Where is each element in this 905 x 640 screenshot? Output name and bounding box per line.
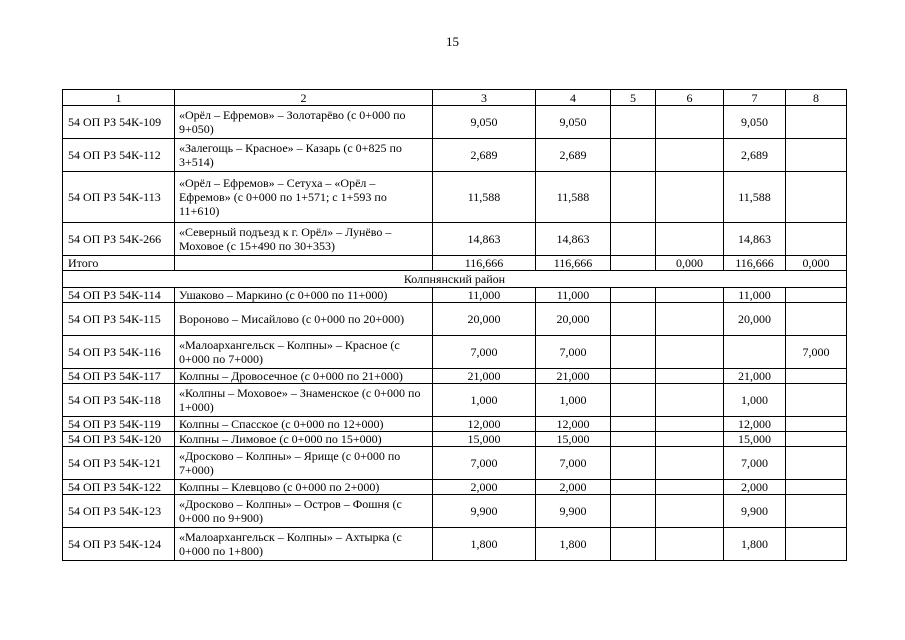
value-cell: 21,000 [536,369,611,384]
table-body [63,90,847,561]
value-cell: 11,588 [536,172,611,223]
road-code: 54 ОП РЗ 54К-114 [63,288,175,303]
value-cell [611,303,656,336]
value-cell: 11,588 [433,172,536,223]
value-cell: 11,000 [724,288,786,303]
value-cell [656,417,724,432]
road-code: 54 ОП РЗ 54К-122 [63,480,175,495]
value-cell: 15,000 [724,432,786,447]
value-cell: 7,000 [536,447,611,480]
table-row [63,223,847,256]
value-cell: 2,000 [433,480,536,495]
value-cell [611,495,656,528]
value-cell [656,495,724,528]
value-cell: 14,863 [433,223,536,256]
value-cell: 2,000 [724,480,786,495]
total-label: Итого [63,256,175,271]
value-cell: 2,689 [536,139,611,172]
value-cell: 11,588 [724,172,786,223]
value-cell [656,172,724,223]
value-cell: 14,863 [724,223,786,256]
road-name: Колпны – Лимовое (с 0+000 по 15+000) [175,432,433,447]
page-number: 15 [446,34,459,49]
value-cell [611,480,656,495]
value-cell: 14,863 [536,223,611,256]
road-name: «Дросково – Колпны» – Ярище (с 0+000 по 7+000) [175,447,433,480]
table-row [63,495,847,528]
road-code: 54 ОП РЗ 54К-121 [63,447,175,480]
column-header: 5 [611,90,656,106]
table-row [63,417,847,432]
road-name: «Дросково – Колпны» – Остров – Фошня (с 0+000 по 9+900) [175,495,433,528]
table-row [63,139,847,172]
value-cell: 20,000 [724,303,786,336]
value-cell [656,288,724,303]
road-name: «Орёл – Ефремов» – Золотарёво (с 0+000 по 9+050) [175,106,433,139]
value-cell: 15,000 [433,432,536,447]
road-code: 54 ОП РЗ 54К-266 [63,223,175,256]
column-header: 2 [175,90,433,106]
value-cell: 20,000 [536,303,611,336]
value-cell [656,106,724,139]
value-cell: 7,000 [786,336,847,369]
value-cell [786,384,847,417]
road-code: 54 ОП РЗ 54К-123 [63,495,175,528]
value-cell: 2,000 [536,480,611,495]
column-header: 6 [656,90,724,106]
value-cell [786,447,847,480]
value-cell: 9,050 [433,106,536,139]
road-name: Вороново – Мисайлово (с 0+000 по 20+000) [175,303,433,336]
value-cell [611,447,656,480]
road-code: 54 ОП РЗ 54К-112 [63,139,175,172]
value-cell [611,172,656,223]
total-cell: 116,666 [433,256,536,271]
road-code: 54 ОП РЗ 54К-116 [63,336,175,369]
road-code: 54 ОП РЗ 54К-119 [63,417,175,432]
value-cell [724,336,786,369]
column-header: 3 [433,90,536,106]
table-row [63,336,847,369]
value-cell [786,288,847,303]
total-cell: 0,000 [656,256,724,271]
total-row [63,256,847,271]
value-cell [786,369,847,384]
value-cell [656,139,724,172]
value-cell: 12,000 [536,417,611,432]
road-name: «Орёл – Ефремов» – Сетуха – «Орёл – Ефремов» (с 0+000 по 1+571; с 1+593 по 11+610) [175,172,433,223]
table-row [63,528,847,561]
road-code: 54 ОП РЗ 54К-124 [63,528,175,561]
value-cell [786,303,847,336]
value-cell: 9,050 [724,106,786,139]
table-row [63,303,847,336]
total-cell [175,256,433,271]
value-cell [786,172,847,223]
value-cell [656,223,724,256]
value-cell: 1,800 [536,528,611,561]
road-name: «Северный подъезд к г. Орёл» – Лунёво – Моховое (с 15+490 по 30+353) [175,223,433,256]
value-cell: 2,689 [724,139,786,172]
value-cell: 7,000 [536,336,611,369]
road-code: 54 ОП РЗ 54К-120 [63,432,175,447]
value-cell [611,139,656,172]
value-cell [611,223,656,256]
value-cell: 9,900 [536,495,611,528]
value-cell: 20,000 [433,303,536,336]
road-code: 54 ОП РЗ 54К-109 [63,106,175,139]
roads-table [62,89,847,561]
column-header: 4 [536,90,611,106]
value-cell [786,480,847,495]
value-cell [611,384,656,417]
value-cell [611,288,656,303]
total-cell: 116,666 [724,256,786,271]
value-cell: 21,000 [724,369,786,384]
value-cell: 12,000 [724,417,786,432]
road-code: 54 ОП РЗ 54К-118 [63,384,175,417]
value-cell: 1,800 [724,528,786,561]
column-header: 7 [724,90,786,106]
value-cell [786,432,847,447]
road-name: «Колпны – Моховое» – Знаменское (с 0+000 по 1+000) [175,384,433,417]
road-name: Ушаково – Маркино (с 0+000 по 11+000) [175,288,433,303]
value-cell: 1,000 [536,384,611,417]
table-row [63,172,847,223]
value-cell: 9,900 [724,495,786,528]
table-row [63,384,847,417]
column-header: 1 [63,90,175,106]
value-cell [611,369,656,384]
value-cell [786,417,847,432]
table-row [63,106,847,139]
road-name: «Малоархангельск – Колпны» – Красное (с 0+000 по 7+000) [175,336,433,369]
total-cell [611,256,656,271]
road-name: Колпны – Клевцово (с 0+000 по 2+000) [175,480,433,495]
value-cell [786,528,847,561]
value-cell [656,303,724,336]
road-name: Колпны – Дровосечное (с 0+000 по 21+000) [175,369,433,384]
value-cell: 15,000 [536,432,611,447]
road-name: «Малоархангельск – Колпны» – Ахтырка (с 0+000 по 1+800) [175,528,433,561]
value-cell [656,528,724,561]
value-cell [786,223,847,256]
table-row [63,480,847,495]
value-cell [611,432,656,447]
road-name: Колпны – Спасское (с 0+000 по 12+000) [175,417,433,432]
value-cell: 21,000 [433,369,536,384]
table-row [63,447,847,480]
value-cell [656,432,724,447]
column-header: 8 [786,90,847,106]
value-cell: 12,000 [433,417,536,432]
table-row [63,288,847,303]
table-row [63,369,847,384]
value-cell: 9,900 [433,495,536,528]
road-code: 54 ОП РЗ 54К-115 [63,303,175,336]
value-cell: 7,000 [724,447,786,480]
value-cell [786,139,847,172]
value-cell [611,417,656,432]
value-cell [656,480,724,495]
value-cell [656,447,724,480]
column-header-row [63,90,847,106]
road-code: 54 ОП РЗ 54К-117 [63,369,175,384]
value-cell: 7,000 [433,447,536,480]
value-cell: 7,000 [433,336,536,369]
value-cell [656,384,724,417]
road-name: «Залегощь – Красное» – Казарь (с 0+825 по 3+514) [175,139,433,172]
value-cell: 1,800 [433,528,536,561]
value-cell [656,336,724,369]
value-cell [611,528,656,561]
value-cell: 2,689 [433,139,536,172]
value-cell: 11,000 [536,288,611,303]
value-cell [786,106,847,139]
section-title: Колпнянский район [63,271,847,288]
value-cell [786,495,847,528]
section-header-row [63,271,847,288]
value-cell [611,106,656,139]
total-cell: 0,000 [786,256,847,271]
value-cell: 11,000 [433,288,536,303]
value-cell: 9,050 [536,106,611,139]
value-cell [656,369,724,384]
value-cell [611,336,656,369]
value-cell: 1,000 [433,384,536,417]
value-cell: 1,000 [724,384,786,417]
road-code: 54 ОП РЗ 54К-113 [63,172,175,223]
table-row [63,432,847,447]
total-cell: 116,666 [536,256,611,271]
